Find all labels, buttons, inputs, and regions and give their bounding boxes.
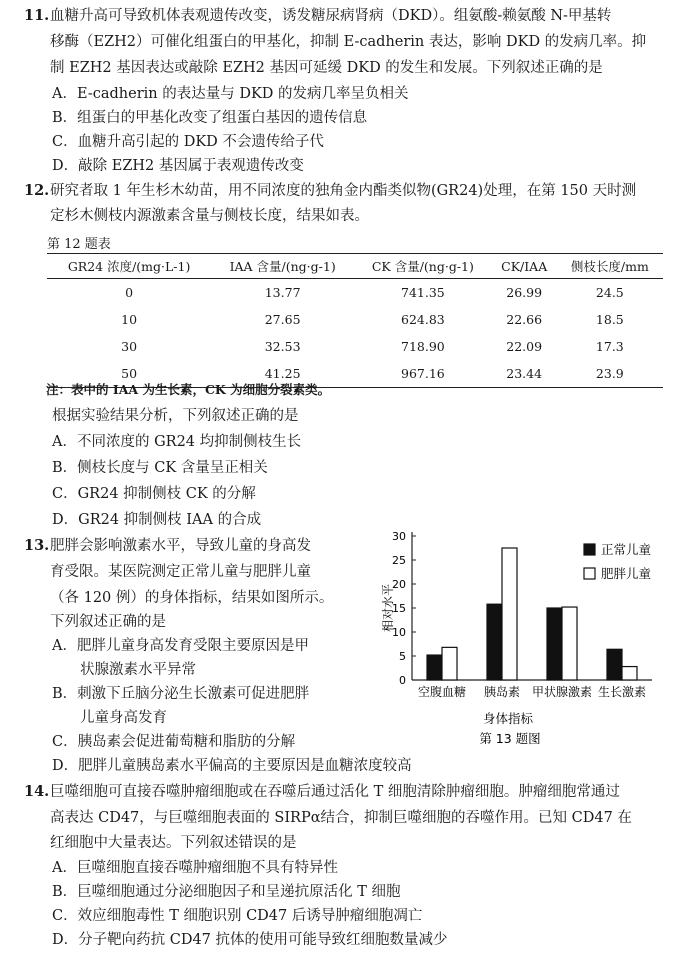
x-tick-label: 胰岛素: [483, 685, 521, 699]
bar-normal: [427, 655, 442, 680]
q14-stem-line-3: 红细胞中大量表达。下列叙述错误的是: [50, 835, 297, 851]
table-header: IAA 含量/(ng·g-1): [211, 254, 354, 279]
q12-table-note: 注：表中的 IAA 为生长素，CK 为细胞分裂素类。: [46, 382, 331, 397]
q12-number: 12.: [24, 182, 50, 199]
y-tick-label: 20: [392, 578, 406, 591]
q14-option-d: D．分子靶向药抗 CD47 抗体的使用可能导致红细胞数量减少: [52, 932, 448, 948]
q13-number: 13.: [24, 537, 50, 554]
q13-stem-line-1: 肥胖会影响激素水平，导致儿童的身高发: [50, 538, 311, 554]
table-cell: 26.99: [506, 285, 543, 300]
table-cell: 18.5: [595, 312, 624, 327]
q14-stem-line-1: 巨噬细胞可直接吞噬肿瘤细胞或在吞噬后通过活化 T 细胞清除肿瘤细胞。肿瘤细胞常通过: [50, 784, 620, 800]
y-tick-label: 0: [399, 674, 406, 687]
table-cell: 23.9: [557, 360, 663, 388]
legend-label: 正常儿童: [601, 542, 652, 557]
q13-option-d: D．肥胖儿童胰岛素水平偏高的主要原因是血糖浓度较高: [52, 758, 412, 774]
table-header: 侧枝长度/mm: [557, 254, 663, 279]
table-cell: 41.25: [211, 360, 354, 388]
legend-swatch: [584, 544, 595, 555]
y-axis-title: 相对水平: [381, 583, 395, 633]
x-axis-title: 身体指标: [482, 711, 534, 726]
table-cell: 50: [47, 360, 211, 388]
q14-option-a: A．巨噬细胞直接吞噬肿瘤细胞不具有特异性: [52, 860, 338, 876]
table-cell: 24.5: [595, 285, 624, 300]
q14-option-b: B．巨噬细胞通过分泌细胞因子和呈递抗原活化 T 细胞: [52, 884, 401, 900]
q12-data-table: [47, 253, 663, 388]
table-cell: 22.66: [506, 312, 543, 327]
q12-question: 根据实验结果分析，下列叙述正确的是: [52, 408, 299, 424]
q13-option-a: A．肥胖儿童身高发育受限主要原因是甲: [52, 638, 309, 654]
q13-stem-line-2: 育受限。某医院测定正常儿童与肥胖儿童: [50, 564, 311, 580]
q11-stem-line-2: 移酶（EZH2）可催化组蛋白的甲基化，抑制 E-cadherin 表达，影响 DKD 的发病几率。抑: [50, 34, 647, 50]
x-tick-label: 生长激素: [597, 685, 647, 699]
table-cell: 0: [125, 285, 134, 300]
legend-swatch: [584, 568, 595, 579]
table-header: CK 含量/(ng·g-1): [354, 254, 492, 279]
q11-option-d: D．敲除 EZH2 基因属于表观遗传改变: [52, 158, 304, 174]
q13-stem-line-3: （各 120 例）的身体指标，结果如图所示。: [50, 590, 334, 606]
bar-normal: [607, 649, 622, 680]
q13-option-c: C．胰岛素会促进葡萄糖和脂肪的分解: [52, 734, 296, 750]
q14-stem-line-2: 高表达 CD47，与巨噬细胞表面的 SIRPα结合，抑制巨噬细胞的吞噬作用。已知 CD47 在: [50, 810, 632, 826]
table-cell: 13.77: [264, 285, 301, 300]
chart-legend: [584, 542, 651, 581]
x-tick-label: 甲状腺激素: [531, 685, 593, 699]
y-tick-label: 10: [392, 626, 406, 639]
q11-option-c: C．血糖升高引起的 DKD 不会遗传给子代: [52, 134, 324, 150]
y-tick-label: 5: [399, 650, 406, 663]
q12-option-d: D．GR24 抑制侧枝 IAA 的合成: [52, 512, 262, 528]
q14-number: 14.: [24, 783, 50, 800]
q11-option-a: A．E-cadherin 的表达量与 DKD 的发病几率呈负相关: [52, 86, 409, 102]
q13-stem-line-4: 下列叙述正确的是: [50, 614, 166, 630]
table-cell: 17.3: [595, 339, 624, 354]
y-tick-label: 25: [392, 554, 406, 567]
legend-label: 肥胖儿童: [601, 566, 652, 581]
table-row: [47, 306, 663, 333]
q13-option-a-cont: 状腺激素水平异常: [80, 662, 196, 678]
x-tick-label: 空腹血糖: [417, 685, 467, 699]
table-row: [47, 279, 663, 307]
q13-bar-chart: [370, 520, 670, 752]
table-cell: 27.65: [264, 312, 301, 327]
table-header: GR24 浓度/(mg·L-1): [47, 254, 211, 279]
q12-stem-line-1: 研究者取 1 年生杉木幼苗，用不同浓度的独角金内酯类似物(GR24)处理，在第 150 天时测: [50, 183, 637, 199]
y-tick-label: 30: [392, 530, 406, 543]
table-cell: 718.90: [401, 339, 445, 354]
q12-stem-line-2: 定杉木侧枝内源激素含量与侧枝长度，结果如表。: [50, 208, 369, 224]
q11-number: 11.: [24, 7, 50, 24]
bar-normal: [487, 604, 502, 680]
bar-obese: [622, 667, 637, 680]
table-cell: 23.44: [492, 360, 557, 388]
bar-obese: [562, 607, 577, 680]
q14-option-c: C．效应细胞毒性 T 细胞识别 CD47 后诱导肿瘤细胞凋亡: [52, 908, 423, 924]
y-tick-label: 15: [392, 602, 406, 615]
q11-stem-line-3: 制 EZH2 基因表达或敲除 EZH2 基因可延缓 DKD 的发生和发展。下列叙述正确的是: [50, 60, 603, 76]
table-cell: 32.53: [264, 339, 301, 354]
table-cell: 741.35: [401, 285, 445, 300]
q12-option-c: C．GR24 抑制侧枝 CK 的分解: [52, 486, 256, 502]
table-cell: 10: [121, 312, 138, 327]
q12-option-a: A．不同浓度的 GR24 均抑制侧枝生长: [52, 434, 302, 450]
table-row: [47, 333, 663, 360]
q12-option-b: B．侧枝长度与 CK 含量呈正相关: [52, 460, 268, 476]
bar-normal: [547, 608, 562, 680]
bar-obese: [502, 548, 517, 680]
q13-option-b-cont: 儿童身高发育: [80, 710, 167, 726]
table-cell: 22.09: [506, 339, 543, 354]
bar-obese: [442, 647, 457, 680]
table-cell: 967.16: [354, 360, 492, 388]
q11-stem-line-1: 血糖升高可导致机体表观遗传改变，诱发糖尿病肾病（DKD）。组氨酸-赖氨酸 N-甲基转: [50, 8, 612, 24]
table-header: CK/IAA: [492, 254, 557, 279]
table-cell: 624.83: [401, 312, 445, 327]
table-cell: 30: [121, 339, 138, 354]
chart-caption: 第 13 题图: [479, 731, 541, 746]
q12-table-title: 第 12 题表: [47, 237, 111, 252]
q13-option-b: B．刺激下丘脑分泌生长激素可促进肥胖: [52, 686, 310, 702]
q11-option-b: B．组蛋白的甲基化改变了组蛋白基因的遗传信息: [52, 110, 368, 126]
